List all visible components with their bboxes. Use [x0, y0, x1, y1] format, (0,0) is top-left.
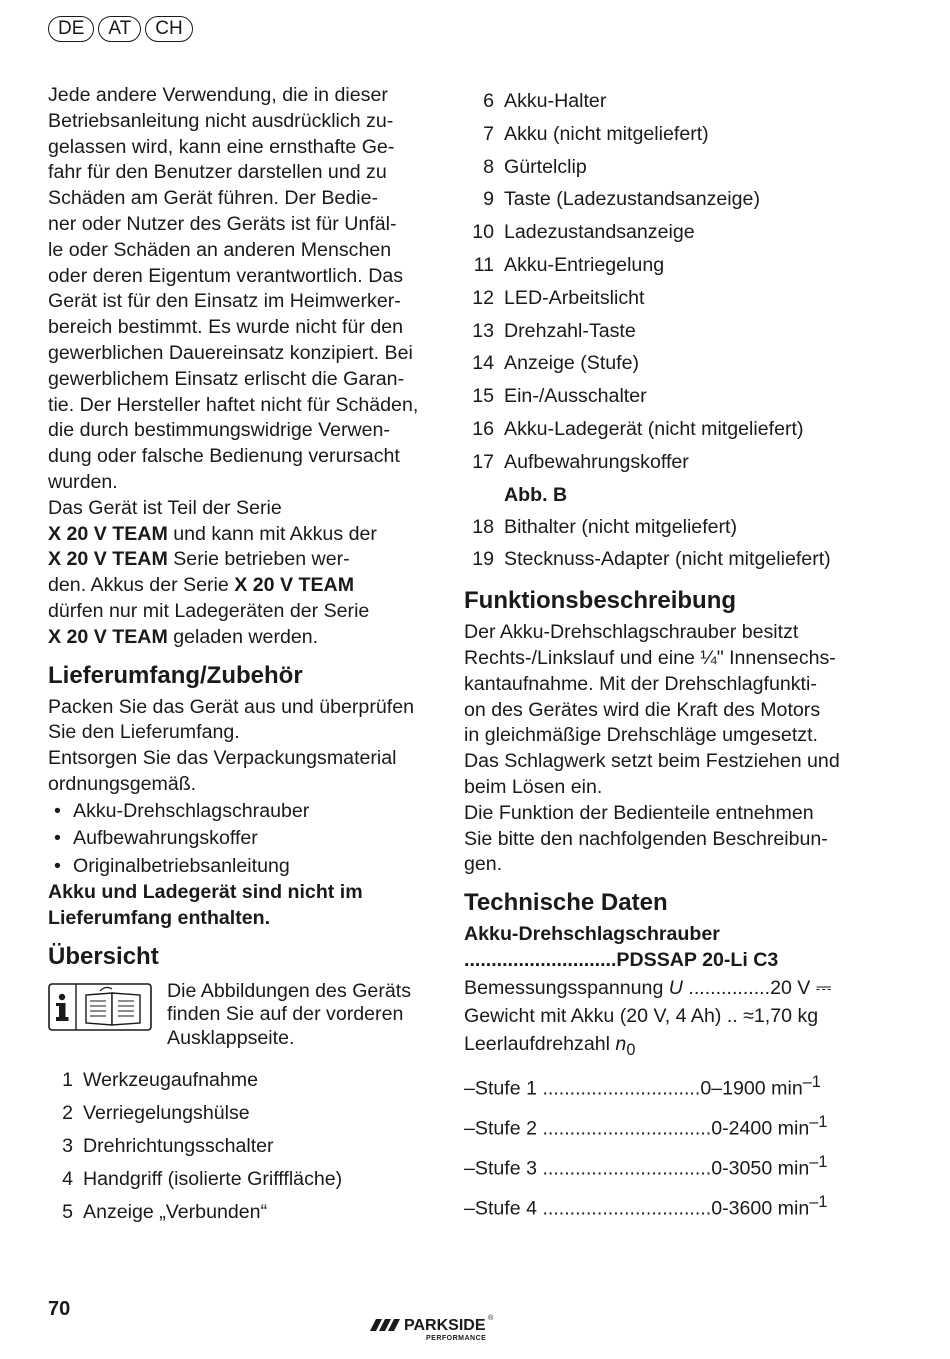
function-line: Der Akku-Drehschlagschrauber besitzt — [464, 621, 799, 644]
item-label: Taste (Ladezustandsanzeige) — [504, 188, 760, 211]
spec-idle-speed — [464, 1030, 904, 1064]
page-number: 70 — [48, 1298, 71, 1320]
country-badge-at: AT — [98, 16, 141, 42]
item-number: 11 — [473, 253, 494, 276]
item-number: 7 — [483, 122, 494, 145]
series-name: X 20 V TEAM — [48, 548, 168, 571]
heading-technische-daten: Technische Daten — [464, 889, 668, 917]
delivery-note — [48, 880, 428, 932]
function-line: beim Lösen ein. — [464, 775, 603, 798]
item-label: Akku (nicht mitgeliefert) — [504, 122, 709, 145]
item-label: Handgriff (isolierte Grifffläche) — [83, 1167, 343, 1190]
intro-line: Betriebsanleitung nicht ausdrücklich zu- — [48, 109, 394, 132]
function-line: Sie bitte den nachfolgenden Beschreibun- — [464, 827, 828, 850]
item-label: Akku-Entriegelung — [504, 253, 665, 276]
info-line: Ausklappseite. — [167, 1026, 295, 1049]
model-line: ............................PDSSAP 20-Li C3 — [464, 948, 779, 971]
stage-list — [464, 1066, 904, 1226]
stage-value: 0-3050 min — [711, 1157, 810, 1180]
lieferumfang-line: ordnungsgemäß. — [48, 772, 197, 795]
item-number: 6 — [483, 90, 494, 112]
function-line: on des Gerätes wird die Kraft des Motors — [464, 698, 821, 721]
function-line: gen. — [464, 853, 503, 876]
item-number: 14 — [472, 352, 494, 375]
stage-row — [464, 1066, 904, 1106]
intro-line: ner oder Nutzer des Geräts ist für Unfäl- — [48, 212, 397, 235]
stage-label: –Stufe 2 — [464, 1117, 543, 1140]
note-line: Lieferumfang enthalten. — [48, 906, 271, 929]
item-label: Anzeige (Stufe) — [504, 352, 640, 375]
function-line: Das Schlagwerk setzt beim Festziehen und — [464, 750, 840, 773]
intro-line: le oder Schäden an anderen Menschen — [48, 238, 392, 261]
item-label: Anzeige „Verbunden“ — [83, 1200, 268, 1223]
intro-paragraph — [48, 83, 428, 496]
series-line: Das Gerät ist Teil der Serie — [48, 496, 282, 519]
intro-line: bereich bestimmt. Es wurde nicht für den — [48, 316, 404, 339]
stage-exponent: –1 — [809, 1192, 828, 1211]
series-text: geladen werden. — [167, 625, 319, 648]
list-item — [464, 347, 904, 380]
item-label: Gürtelclip — [504, 155, 587, 178]
spec-symbol: n — [615, 1032, 627, 1055]
item-number: 3 — [62, 1134, 73, 1157]
stage-label: –Stufe 1 — [464, 1077, 543, 1100]
spec-symbol: U — [668, 976, 683, 999]
series-name: X 20 V TEAM — [48, 625, 168, 648]
function-line: in gleichmäßige Drehschläge umgesetzt. — [464, 724, 818, 747]
stage-value: 0–1900 min — [700, 1077, 803, 1100]
stage-dots: ............................. — [542, 1077, 701, 1100]
intro-line: gewerblichem Einsatz erlischt die Garan- — [48, 367, 405, 390]
series-line — [48, 573, 428, 599]
item-label: Stecknuss-Adapter (nicht mitgeliefert) — [504, 548, 831, 571]
item-label: Akku-Ladegerät (nicht mitgeliefert) — [504, 417, 804, 440]
series-name: X 20 V TEAM — [234, 574, 355, 597]
item-label: Ladezustandsanzeige — [504, 221, 695, 244]
heading-uebersicht: Übersicht — [48, 942, 159, 970]
list-item — [464, 446, 904, 479]
item-number: 9 — [483, 188, 494, 211]
list-item — [464, 511, 904, 544]
item-number: 17 — [472, 450, 494, 473]
list-item — [464, 183, 904, 216]
function-paragraph — [464, 620, 904, 878]
function-line: Die Funktion der Bedienteile entnehmen — [464, 801, 814, 824]
logo-brand: PARKSIDE — [404, 1317, 486, 1334]
intro-line: Gerät ist für den Einsatz im Heimwerker- — [48, 290, 401, 313]
parts-list-b — [464, 511, 904, 577]
list-item — [464, 380, 904, 413]
intro-line: gelassen wird, kann eine ernsthafte Ge- — [48, 135, 395, 158]
series-name: X 20 V TEAM — [48, 522, 168, 545]
list-item — [464, 151, 904, 184]
spec-voltage — [464, 974, 904, 1002]
note-line: Akku und Ladegerät sind nicht im — [48, 880, 363, 903]
list-item — [464, 249, 904, 282]
overview-list — [48, 1064, 428, 1228]
series-line — [48, 547, 428, 573]
info-line: Die Abbildungen des Geräts — [167, 979, 411, 1002]
stage-dots: ............................... — [542, 1157, 712, 1180]
series-line — [48, 522, 428, 548]
stage-label: –Stufe 4 — [464, 1197, 543, 1220]
series-text: den. Akkus der Serie — [48, 574, 235, 597]
info-note — [48, 980, 428, 1051]
item-number: 19 — [472, 548, 494, 571]
parkside-logo — [366, 1305, 526, 1345]
item-number: 15 — [472, 385, 494, 408]
function-line: Rechts-/Linkslauf und eine ¼" Innensechs- — [464, 646, 836, 669]
series-text: und kann mit Akkus der — [167, 522, 377, 545]
list-item — [48, 1196, 428, 1229]
lieferumfang-line: Entsorgen Sie das Verpackungsmaterial — [48, 747, 397, 770]
item-label: Ein-/Ausschalter — [504, 385, 647, 408]
item-number: 13 — [472, 319, 494, 342]
right-column — [464, 85, 904, 1226]
list-item — [48, 1163, 428, 1196]
list-item — [464, 282, 904, 315]
item-number: 16 — [472, 417, 494, 440]
delivery-list — [48, 798, 428, 880]
stage-label: –Stufe 3 — [464, 1157, 543, 1180]
item-label: Drehrichtungsschalter — [83, 1134, 274, 1157]
product-name: Akku-Drehschlagschrauber — [464, 923, 720, 946]
stage-dots: ............................... — [542, 1197, 712, 1220]
item-number: 18 — [472, 515, 494, 538]
spec-label: Leerlaufdrehzahl — [464, 1032, 616, 1055]
stage-exponent: –1 — [802, 1072, 821, 1091]
stage-value: 0-3600 min — [711, 1197, 810, 1220]
lieferumfang-line: Packen Sie das Gerät aus und überprüfen — [48, 695, 414, 718]
intro-line: Jede andere Verwendung, die in dieser — [48, 84, 388, 106]
info-text — [167, 980, 411, 1051]
info-line: finden Sie auf der vorderen — [167, 1003, 404, 1026]
stage-exponent: –1 — [809, 1152, 828, 1171]
list-item — [464, 216, 904, 249]
intro-line: wurden. — [48, 470, 118, 493]
stage-row — [464, 1186, 904, 1226]
list-item — [464, 543, 904, 576]
figure-b-label: Abb. B — [504, 483, 568, 506]
item-label: Drehzahl-Taste — [504, 319, 636, 342]
list-item — [48, 1064, 428, 1097]
country-badge-ch: CH — [145, 16, 192, 42]
item-number: 12 — [472, 286, 494, 309]
heading-funktionsbeschreibung: Funktionsbeschreibung — [464, 587, 737, 615]
item-label: Verriegelungshülse — [83, 1102, 250, 1125]
heading-lieferumfang: Lieferumfang/Zubehör — [48, 661, 303, 689]
series-line — [48, 625, 428, 651]
item-number: 2 — [62, 1102, 73, 1125]
stage-row — [464, 1106, 904, 1146]
item-label: Werkzeugaufnahme — [83, 1069, 258, 1092]
series-line: dürfen nur mit Ladegeräten der Serie — [48, 599, 370, 622]
spec-value: 20 V ⎓ — [770, 976, 832, 999]
item-label: LED-Arbeitslicht — [504, 286, 645, 309]
stage-value: 0-2400 min — [711, 1117, 810, 1140]
spec-subscript: 0 — [626, 1040, 636, 1059]
item-number: 5 — [62, 1200, 73, 1223]
spec-weight: Gewicht mit Akku (20 V, 4 Ah) .. ≈1,70 kg — [464, 1004, 819, 1027]
list-item: • Aufbewahrungskoffer — [48, 825, 428, 852]
item-number: 4 — [62, 1167, 73, 1190]
lieferumfang-text — [48, 695, 428, 798]
lieferumfang-line: Sie den Lieferumfang. — [48, 721, 240, 744]
list-item — [48, 1097, 428, 1130]
stage-exponent: –1 — [809, 1112, 828, 1131]
list-item — [48, 1130, 428, 1163]
series-paragraph — [48, 496, 428, 651]
item-label: Bithalter (nicht mitgeliefert) — [504, 515, 738, 538]
stage-row — [464, 1146, 904, 1186]
function-line: kantaufnahme. Mit der Drehschlagfunkti- — [464, 672, 817, 695]
item-number: 1 — [62, 1069, 73, 1092]
intro-line: oder deren Eigentum verantwortlich. Das — [48, 264, 404, 287]
left-column — [48, 83, 428, 1228]
list-item — [464, 413, 904, 446]
list-item: • Akku-Drehschlagschrauber — [48, 798, 428, 825]
list-item — [464, 85, 904, 118]
list-item: • Originalbetriebsanleitung — [48, 853, 428, 880]
intro-line: gewerblichen Dauereinsatz konzipiert. Bei — [48, 341, 413, 364]
list-item — [464, 315, 904, 348]
intro-line: Schäden am Gerät führen. Der Bedie- — [48, 187, 379, 210]
item-label: Aufbewahrungskoffer — [504, 450, 689, 473]
country-badges — [48, 16, 193, 42]
item-label: Akku-Halter — [504, 90, 607, 112]
spec-dots: ............... — [682, 976, 771, 999]
logo-subtitle: PERFORMANCE — [426, 1335, 487, 1342]
manual-info-icon — [48, 983, 152, 1031]
stage-dots: ............................... — [542, 1117, 712, 1140]
item-number: 10 — [472, 221, 494, 244]
logo-registered-mark: ® — [488, 1315, 494, 1322]
parts-list — [464, 85, 904, 479]
intro-line: tie. Der Hersteller haftet nicht für Schäden, — [48, 393, 419, 416]
intro-line: fahr für den Benutzer darstellen und zu — [48, 161, 387, 184]
intro-line: die durch bestimmungswidrige Verwen- — [48, 419, 390, 442]
item-number: 8 — [483, 155, 494, 178]
country-badge-de: DE — [48, 16, 94, 42]
list-item — [464, 118, 904, 151]
series-text: Serie betrieben wer- — [167, 548, 350, 571]
spec-label: Bemessungsspannung — [464, 976, 669, 999]
intro-line: dung oder falsche Bedienung verursacht — [48, 445, 400, 468]
